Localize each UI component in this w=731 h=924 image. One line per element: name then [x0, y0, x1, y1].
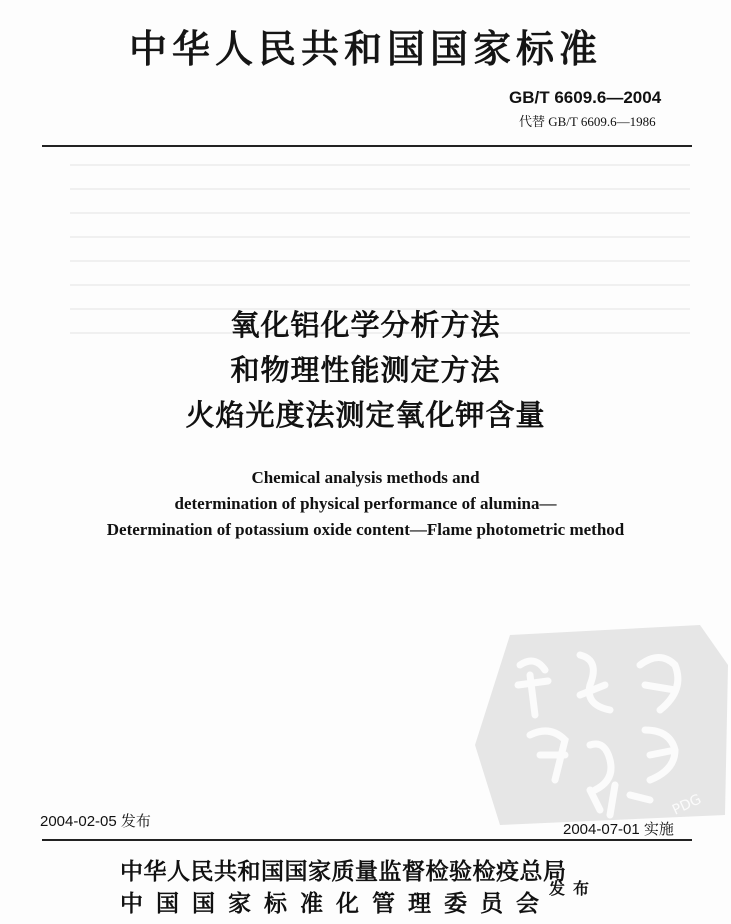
top-divider [42, 145, 692, 147]
issue-date: 2004-02-05 发布 [40, 813, 151, 830]
english-title-line-3: Determination of potassium oxide content—Flame photometric method [106, 520, 625, 539]
issuer-line-1: 中华人民共和国国家质量监督检验检疫总局 [120, 859, 567, 885]
english-title-line-1: Chemical analysis methods and [251, 468, 480, 487]
replaces-standard: 代替 GB/T 6609.6—1986 [519, 114, 656, 129]
library-seal-watermark [470, 625, 730, 825]
issuer-line-2: 中国国家标准化管理委员会 [120, 891, 552, 917]
watermark-text: PDG [669, 791, 704, 819]
chinese-title-line-3: 火焰光度法测定氧化钾含量 [185, 398, 546, 432]
implementation-date: 2004-07-01 实施 [563, 821, 674, 838]
publish-label: 发布 [549, 879, 598, 898]
english-title-line-2: determination of physical performance of alumina— [174, 494, 557, 513]
chinese-title-line-2: 和物理性能测定方法 [230, 353, 501, 387]
standard-header-title: 中华人民共和国国家标准 [128, 27, 602, 71]
bottom-divider [42, 839, 692, 841]
standard-number: GB/T 6609.6—2004 [509, 88, 662, 107]
chinese-title-line-1: 氧化铝化学分析方法 [230, 308, 501, 342]
